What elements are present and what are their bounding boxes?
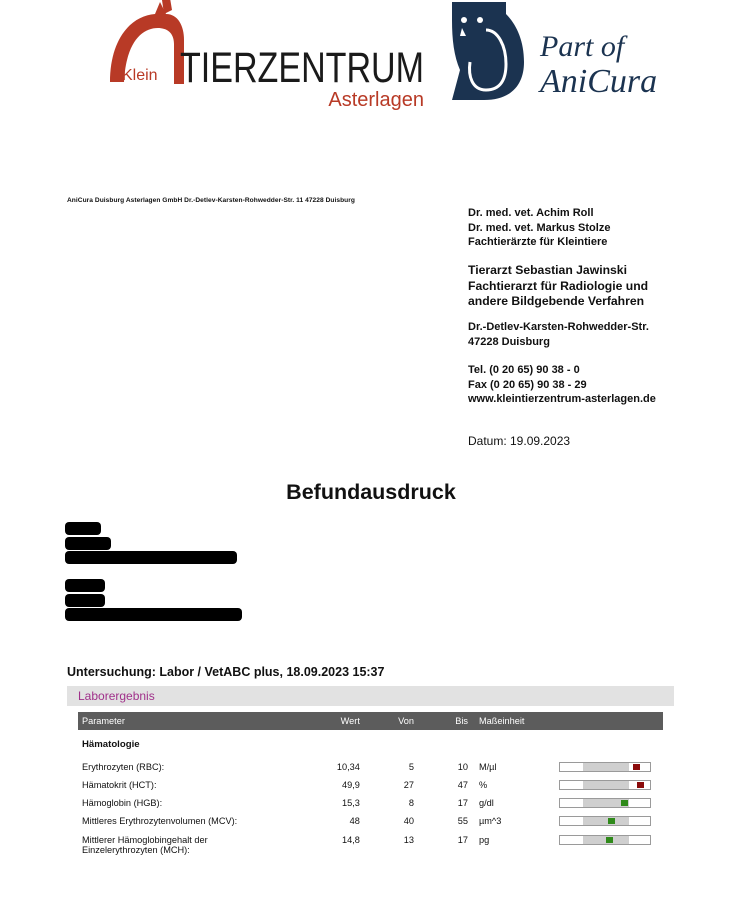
- param-unit: µm^3: [478, 816, 502, 826]
- normal-range: [583, 763, 629, 771]
- param-unit: pg: [478, 835, 490, 845]
- practice-address: [468, 320, 728, 349]
- table-row: [78, 758, 663, 776]
- doctor-line: Dr. med. vet. Markus Stolze: [468, 221, 611, 234]
- results-table: [78, 712, 663, 863]
- table-row: [78, 830, 663, 863]
- phone: Tel. (0 20 65) 90 38 - 0: [468, 364, 580, 376]
- table-row: [78, 812, 663, 830]
- exam-heading: Untersuchung: Labor / VetABC plus, 18.09.2023 15:37: [67, 665, 385, 679]
- value-marker: [637, 782, 644, 788]
- col-wert: Wert: [309, 712, 360, 730]
- param-min: 5: [408, 762, 414, 772]
- tierzentrum-logo: [100, 0, 430, 112]
- range-indicator-cell: [553, 830, 663, 863]
- param-max: 55: [457, 816, 468, 826]
- param-unit: %: [478, 780, 488, 790]
- param-max: 17: [457, 835, 468, 845]
- fax: Fax (0 20 65) 90 38 - 29: [468, 378, 587, 391]
- page-title: Befundausdruck: [286, 480, 456, 504]
- value-marker: [633, 764, 640, 770]
- param-value: 48: [349, 816, 360, 826]
- group-label: Hämatologie: [82, 738, 140, 750]
- col-unit: Maßeinheit: [468, 712, 553, 730]
- col-von: Von: [360, 712, 414, 730]
- redaction-bar: [65, 579, 105, 592]
- range-indicator-cell: [553, 776, 663, 794]
- table-row: [78, 794, 663, 812]
- param-name: [78, 794, 309, 812]
- param-name-text: Mittleres Erythrozytenvolumen (MCV):: [82, 816, 238, 826]
- param-name: [78, 830, 309, 863]
- section-header: [67, 686, 674, 706]
- param-name-text: Mittlerer Hämoglobingehalt der: [82, 835, 208, 845]
- section-label: Laborergebnis: [78, 689, 155, 703]
- logo-part-of: Part of: [540, 30, 625, 63]
- param-max: 47: [457, 780, 468, 790]
- specialist-line: Tierarzt Sebastian Jawinski: [468, 263, 627, 277]
- param-name: [78, 812, 309, 830]
- range-indicator-cell: [553, 758, 663, 776]
- specialist-line: andere Bildgebende Verfahren: [468, 294, 645, 308]
- param-value: 49,9: [342, 780, 360, 790]
- redaction-bar: [65, 594, 105, 607]
- range-indicator-cell: [553, 812, 663, 830]
- range-bar: [559, 835, 651, 845]
- range-bar: [559, 762, 651, 772]
- doctors-block: [468, 206, 728, 250]
- logo-anicura: AniCura: [540, 63, 658, 100]
- document-date: Datum: 19.09.2023: [468, 434, 571, 448]
- range-bar: [559, 798, 651, 808]
- logo-main: TIERZENTRUM: [180, 44, 424, 92]
- param-value: 14,8: [342, 835, 360, 845]
- range-bar: [559, 780, 651, 790]
- col-bis: Bis: [414, 712, 468, 730]
- address-line: 47228 Duisburg: [468, 335, 550, 348]
- doctor-line: Dr. med. vet. Achim Roll: [468, 207, 594, 219]
- param-max: 10: [457, 762, 468, 772]
- value-marker: [621, 800, 628, 806]
- group-row: [78, 730, 663, 758]
- redaction-bar: [65, 608, 242, 621]
- redaction-bar: [65, 537, 111, 550]
- redaction-bar: [65, 522, 101, 535]
- range-indicator-cell: [553, 794, 663, 812]
- website-link[interactable]: www.kleintierzentrum-asterlagen.de: [468, 393, 656, 405]
- param-name: [78, 776, 309, 794]
- param-min: 40: [403, 816, 414, 826]
- param-unit: M/µl: [478, 762, 497, 772]
- value-marker: [606, 837, 613, 843]
- logo-sub: Asterlagen: [328, 89, 424, 111]
- param-value: 15,3: [342, 798, 360, 808]
- col-parameter: Parameter: [78, 712, 309, 730]
- param-min: 8: [408, 798, 414, 808]
- address-line: Dr.-Detlev-Karsten-Rohwedder-Str.: [468, 321, 649, 333]
- sender-line: AniCura Duisburg Asterlagen GmbH Dr.-Detlev-Karsten-Rohwedder-Str. 11 47228 Duisburg: [67, 197, 355, 204]
- normal-range: [583, 817, 629, 825]
- logo-klein: Klein: [122, 67, 158, 84]
- param-name-text: Einzelerythrozyten (MCH):: [82, 845, 190, 855]
- anicura-logo: [446, 0, 658, 102]
- param-value: 10,34: [336, 762, 360, 772]
- param-name-text: Hämoglobin (HGB):: [82, 798, 163, 808]
- doctor-line: Fachtierärzte für Kleintiere: [468, 236, 608, 248]
- table-row: [78, 776, 663, 794]
- specialist-line: Fachtierarzt für Radiologie und: [468, 278, 649, 293]
- param-min: 27: [403, 780, 414, 790]
- range-bar: [559, 816, 651, 826]
- param-name: [78, 758, 309, 776]
- table-header-row: [78, 712, 663, 730]
- value-marker: [608, 818, 615, 824]
- param-min: 13: [403, 835, 414, 845]
- specialist-block: [468, 263, 728, 310]
- param-name-text: Erythrozyten (RBC):: [82, 762, 165, 772]
- param-max: 17: [457, 798, 468, 808]
- contact-block: [468, 363, 728, 407]
- normal-range: [583, 781, 629, 789]
- redaction-bar: [65, 551, 237, 564]
- param-unit: g/dl: [478, 798, 494, 808]
- col-range: [553, 712, 663, 730]
- param-name-text: Hämatokrit (HCT):: [82, 780, 157, 790]
